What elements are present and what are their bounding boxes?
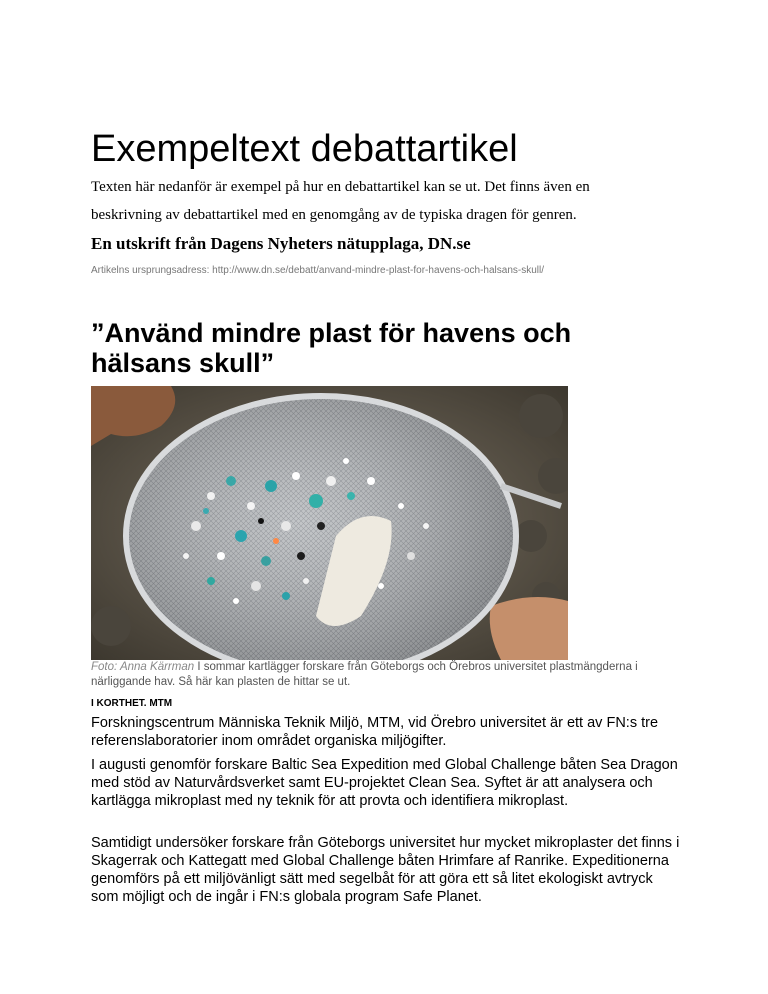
source-url: Artikelns ursprungsadress: http://www.dn.se/debatt/anvand-mindre-plast-for-havens-och-halsans-skull/ <box>91 265 544 276</box>
body-paragraph: Forskningscentrum Människa Teknik Miljö, MTM, vid Örebro universitet är ett av FN:s tre referenslaboratorier inom området organiska miljögifter. <box>91 715 659 749</box>
kicker-label: I KORTHET. MTM <box>91 698 173 709</box>
photo-caption <box>91 660 651 690</box>
source-heading: En utskrift från Dagens Nyheters nätupplaga, DN.se <box>91 234 471 253</box>
body-paragraph: Samtidigt undersöker forskare från Göteborgs universitet hur mycket mikroplaster det finns i Skagerrak och Kattegatt med Global Challenge båten Hrimfare af Ranrike. Expeditionerna genomförs på ett miljövänligt sätt med segelbåt för att göra ett så litet ekologiskt avtryck som möjligt och de ingår i FN:s globala program Safe Planet. <box>91 835 680 905</box>
caption-text: I sommar kartlägger forskare från Göteborgs och Örebros universitet plastmängderna i närliggande hav. Så här kan plasten de hittar se ut. <box>91 661 638 688</box>
document-title: Exempeltext debattartikel <box>91 128 518 170</box>
intro-text: Texten här nedanför är exempel på hur en debattartikel kan se ut. Det finns även en beskrivning av debattartikel med en genomgång av de typiska dragen för genren. <box>91 179 590 223</box>
photo-credit: Foto: Anna Kärrman <box>91 661 195 673</box>
body-paragraph: I augusti genomför forskare Baltic Sea Expedition med Global Challenge båten Sea Dragon med stöd av Naturvårdsverket samt EU-projektet Clean Sea. Syftet är att analysera och kartlägga mikroplast med ny teknik för att provta och identifiera mikroplast. <box>91 757 678 809</box>
article-title: ”Använd mindre plast för havens och hälsans skull” <box>91 318 572 378</box>
microplastic-sieve-photo <box>91 386 568 660</box>
article-photo <box>91 386 568 660</box>
